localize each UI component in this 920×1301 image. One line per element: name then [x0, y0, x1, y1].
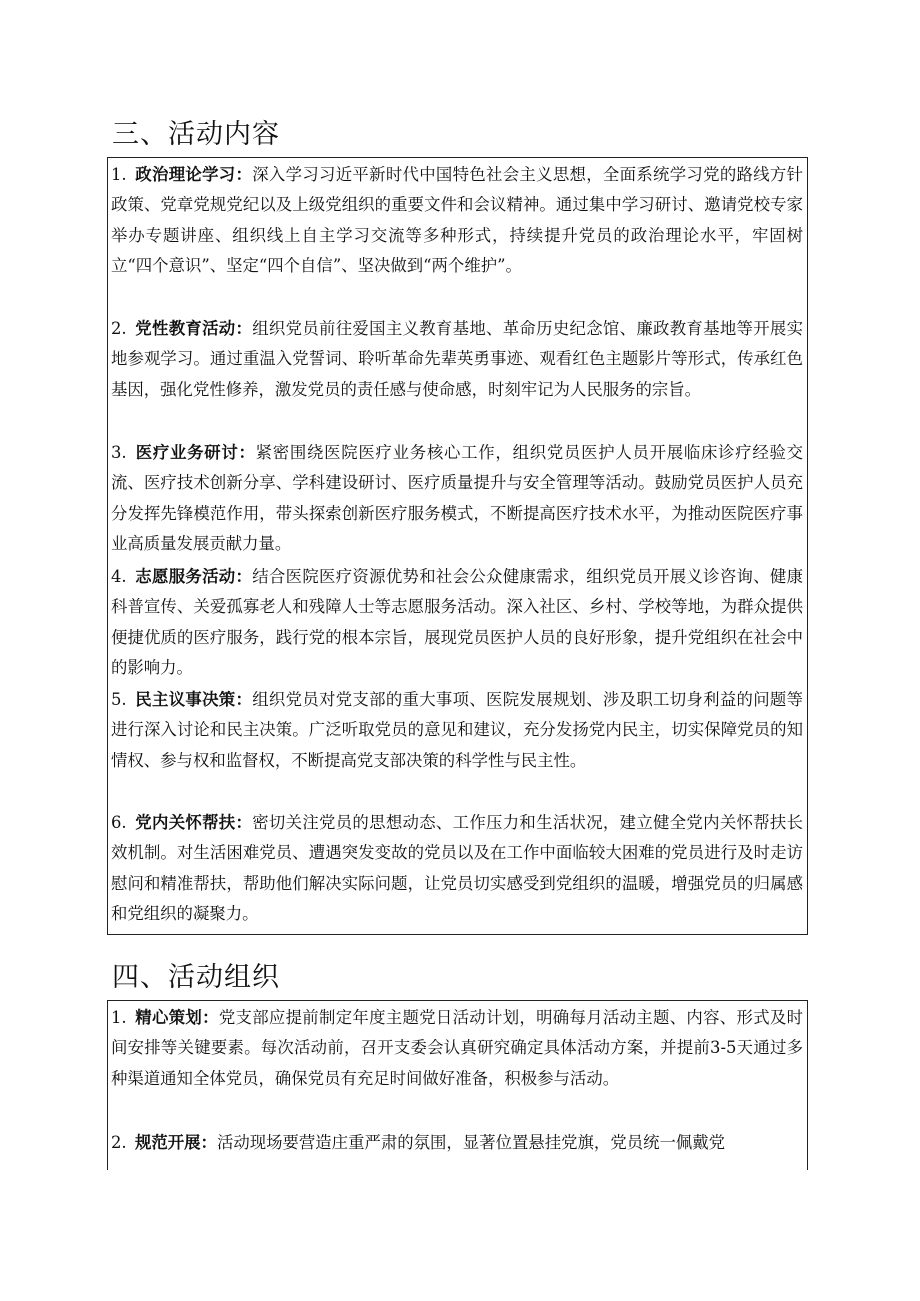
item-number: 6. — [111, 813, 127, 832]
item-label: 党性教育活动： — [135, 319, 253, 338]
item-text: 党支部应提前制定年度主题党日活动计划，明确每月活动主题、内容、形式及时间安排等关键要素。每次活动前，召开支委会认真研究确定具体活动方案，并提前3-5天通过多种渠道通知全体党员，确保党员有充足时间做好准备，积极参与活动。 — [111, 1008, 804, 1088]
list-item-medical-seminar — [111, 438, 803, 559]
item-text: 紧密围绕医院医疗业务核心工作，组织党员医护人员开展临床诊疗经验交流、医疗技术创新分享、学科建设研讨、医疗质量提升与安全管理等活动。鼓励党员医护人员充分发挥先锋模范作用，带头探索创新医疗服务模式，不断提高医疗技术水平，为推动医院医疗事业高质量发展贡献力量。 — [111, 443, 804, 553]
list-item-party-education — [111, 314, 803, 405]
item-label: 医疗业务研讨： — [135, 443, 256, 462]
item-text: 活动现场要营造庄重严肃的氛围，显著位置悬挂党旗，党员统一佩戴党 — [216, 1133, 726, 1152]
item-number: 3. — [111, 443, 127, 462]
activity-organization-box — [107, 1000, 808, 1170]
item-number: 2. — [111, 1133, 127, 1152]
item-label: 政治理论学习： — [135, 165, 253, 184]
item-number: 5. — [111, 690, 127, 709]
list-item-standard-conduct — [111, 1128, 803, 1158]
item-text: 结合医院医疗资源优势和社会公众健康需求，组织党员开展义诊咨询、健康科普宣传、关爱孤寡老人和残障人士等志愿服务活动。深入社区、乡村、学校等地，为群众提供便捷优质的医疗服务，践行党的根本宗旨，展现党员医护人员的良好形象，提升党组织在社会中的影响力。 — [111, 567, 804, 677]
list-item-political-theory — [111, 160, 803, 281]
item-number: 1. — [111, 1008, 127, 1027]
item-label: 民主议事决策： — [135, 690, 253, 709]
item-text: 深入学习习近平新时代中国特色社会主义思想，全面系统学习党的路线方针政策、党章党规党纪以及上级党组织的重要文件和会议精神。通过集中学习研讨、邀请党校专家举办专题讲座、组织线上自主学习交流等多种形式，持续提升党员的政治理论水平，牢固树立“四个意识”、坚定“四个自信”、坚决做到“两个维护”。 — [111, 165, 804, 275]
list-item-careful-planning — [111, 1003, 803, 1094]
item-number: 2. — [111, 319, 127, 338]
item-number: 4. — [111, 567, 127, 586]
item-text: 组织党员前往爱国主义教育基地、革命历史纪念馆、廉政教育基地等开展实地参观学习。通过重温入党誓词、聆听革命先辈英勇事迹、观看红色主题影片等形式，传承红色基因，强化党性修养，激发党员的责任感与使命感，时刻牢记为人民服务的宗旨。 — [111, 319, 804, 399]
item-text: 密切关注党员的思想动态、工作压力和生活状况，建立健全党内关怀帮扶长效机制。对生活困难党员、遭遇突发变故的党员以及在工作中面临较大困难的党员进行及时走访慰问和精准帮扶，帮助他们解决实际问题，让党员切实感受到党组织的温暖，增强党员的归属感和党组织的凝聚力。 — [111, 813, 804, 923]
list-item-democratic-decision — [111, 685, 803, 776]
list-item-volunteer-service — [111, 562, 803, 683]
item-label: 精心策划： — [135, 1008, 219, 1027]
list-item-care-assistance — [111, 808, 803, 929]
activity-content-box — [107, 157, 808, 935]
item-label: 党内关怀帮扶： — [135, 813, 253, 832]
section-heading-activity-organization: 四、活动组织 — [112, 962, 280, 993]
item-label: 志愿服务活动： — [135, 567, 253, 586]
section-heading-activity-content: 三、活动内容 — [112, 119, 280, 150]
item-number: 1. — [111, 165, 127, 184]
item-text: 组织党员对党支部的重大事项、医院发展规划、涉及职工切身利益的问题等进行深入讨论和民主决策。广泛听取党员的意见和建议，充分发扬党内民主，切实保障党员的知情权、参与权和监督权，不断提高党支部决策的科学性与民主性。 — [111, 690, 804, 770]
item-label: 规范开展： — [135, 1133, 217, 1152]
